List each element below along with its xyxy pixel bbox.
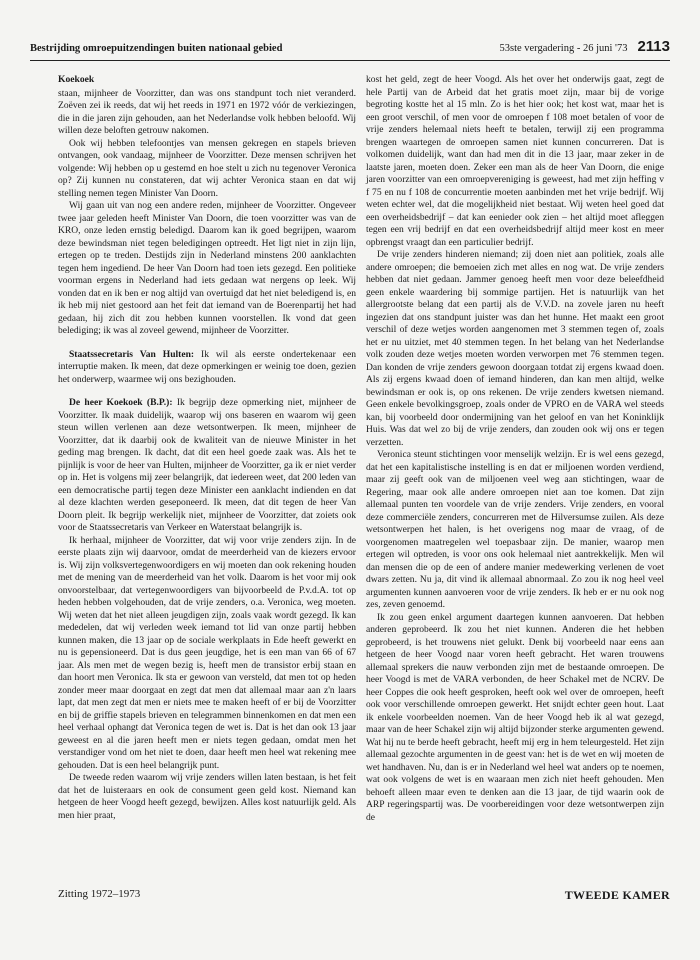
response-paragraph xyxy=(58,397,356,535)
speaker-name: Staatssecretaris Van Hulten: xyxy=(69,348,195,360)
paragraph: Ik zou geen enkel argument daartegen kunnen aanvoeren. Dat hebben anderen geprobeerd. Ik zou het niet kunnen. Anderen die het hebben geprobeerd, is het trouwens niet gelukt. Denk bij voorbeeld naar eens aan hetgeen de heer Voogd naar voren heeft gebracht. Het waren trouwens allemaal sprekers die nauw verbonden zijn met de bestaande omroepen. De heer Voogd is met de VARA verbonden, de heer Schakel met de NCRV. De heer Coppes die ook heeft gesproken, heeft ook wel over de omroepen, heeft ook voor verschillende omroepen gewerkt. Het snijdt echter geen hout. Laat ik enkele voorbeelden noemen. Van de heer Voogd heb ik al wat gezegd, maar van de heer Schakel zijn wij altijd bijzonder sterke argumenten gewend. Wat hij nu te berde heeft gebracht, heeft mij erg in hem teleurgesteld. Het zijn allemaal gezochte argumenten in de geest van: het is de wet en wij moeten de wet handhaven. Nu, dan is er in Nederland wel heel wat anders op te noemen, wat ook volgens de wet is en waaraan men zich niet heeft gehouden. Men behoeft alleen maar even te denken aan die 13 jaar, de tijd waarin ook de ARP regeringspartij was. De voorbereidingen voor deze wetsontwerpen zijn de xyxy=(366,611,664,823)
right-column xyxy=(366,74,664,824)
meeting-info: 53ste vergadering - 26 juni '73 xyxy=(499,43,628,54)
page-header xyxy=(30,38,670,60)
header-rule xyxy=(30,60,670,61)
page-number: 2113 xyxy=(637,38,670,55)
chamber-label: TWEEDE KAMER xyxy=(564,888,670,902)
session-label: Zitting 1972–1973 xyxy=(58,888,141,900)
page-footer xyxy=(30,888,670,908)
paragraph: Ook wij hebben telefoontjes van mensen gekregen en stapels brieven ontvangen, ook vandaag, mijnheer de Voorzitter. Deze mensen schrijven het volgende: Wij hebben op u gestemd en hoe stelt u zich nu tegenover Veronica op? Zij kunnen nu constateren, dat wij achter Veronica staan en dat wij stelling nemen tegen Minister Van Doorn. xyxy=(58,137,356,199)
paragraph: Wij gaan uit van nog een andere reden, mijnheer de Voorzitter. Ongeveer twee jaar geleden heeft Minister Van Doorn, die toen voorzitter was van de KRO, onze leden ernstig beledigd. Daarom kan ik goed begrijpen, waarom deze bewindsman niet tegen beledigingen optreedt. Het ligt niet in zijn lijn, ertegen op te treden. Destijds zijn in Nederland minstens 200 aanklachten tegen hem ingediend. De heer Van Doorn had toen iets gezegd. Een politieke voorman ergens in Nederland had iets gedaan wat nergens op leek. Wij vonden dat en ik ben er nog altijd van overtuigd dat het niet beledigend is, en ik heb mij niet gestoord aan het feit dat iemand van de Boerenpartij het had gedaan, hij zich dit zou hebben kunnen voorstellen. Ik vond dat geen belediging; ik was al zoveel gewend, mijnheer de Voorzitter. xyxy=(58,200,356,336)
paragraph: De vrije zenders hinderen niemand; zij doen niet aan politiek, zoals alle andere omroepen; die bemoeien zich met alles en nog wat. De vrije zenders hebben dat niet gedaan. Jammer genoeg heeft men voor deze beleefdheid geen enkele waardering bij sommige partijen. Het is natuurlijk van het allergrootste belang dat een partij als de V.V.D. na zovele jaren nu heeft ingezien dat ons standpunt juister was dan het hunne. Het maakt een groot verschil of deze wetjes worden aangenomen met 3 stemmen tegen of, zoals het er nu uitziet, met 40 stemmen tegen. In het belang van het Nederlandse volk zouden deze wetjes moeten worden verworpen met 76 stemmen tegen. Dan konden de vrije zenders gewoon doorgaan totdat zij ergens kwaad doen. Als zij ergens kwaad doen of iemand hinderen, dan kan men altijd, welke bewindsman er ook is, op ons rekenen. De vrije zenders kwetsen niemand. Geen enkele bevolkingsgroep, zoals onder de VPRO en de VARA wel steeds kan, bij voorbeeld door ondermijning van het geloof en van het Koninklijk Huis. Was dat wel zo bij de vrije zenders, dan zouden ook wij ons er tegen verzetten. xyxy=(366,249,664,448)
interruption-text: Ik wil als eerste ondertekenaar een interruptie maken. Ik meen, dat deze opmerkingen er weinig toe doen, gezien het onderwerp, waarmee wij ons bezighouden. xyxy=(58,348,357,385)
paragraph: staan, mijnheer de Voorzitter, dan was ons standpunt toch niet veranderd. Zoëven zei ik reeds, dat wij het reeds in 1971 en 1972 vóór de verkiezingen, die in die jaren zijn gehouden, aan het Nederlandse volk hebben beloofd. Wij willen deze beloften getrouw nakomen. xyxy=(58,87,356,136)
speaker-name: De heer Koekoek (B.P.): xyxy=(69,397,173,408)
left-column xyxy=(58,74,356,822)
response-text: Ik begrijp deze opmerking niet, mijnheer de Voorzitter. Ik maak duidelijk, waarop wij ons baseren en waarom wij geen steun willen verlenen aan deze wetsontwerpen. Ik meen, mijnheer de Voorzitter, dat ik daarbij ook de kwaliteit van de nieuwe Minister in het geding mag brengen. Ik dacht, dat dit een heel goede zaak was. Als het te pijnlijk is voor de heer van Hulten, mijnheer de Voorzitter, ga ik er niet verder op in. Het is volgens mij zeer belangrijk, dat iedereen weet, dat 200 leden van een democratische partij tegen deze Minister een aanklacht indienden en dat al deze klachten werden geseponeerd. Ik meen, dat dit tegen de heer Van Doorn pleit. Ik begrijp werkelijk niet, mijnheer de Voorzitter, dat zoiets ook voor de Staatssecretaris van Verkeer en Waterstaat belangrijk is. xyxy=(58,397,357,533)
speaker-heading: Koekoek xyxy=(58,74,95,85)
header-right xyxy=(499,38,670,55)
running-title: Bestrijding omroepuitzendingen buiten nationaal gebied xyxy=(30,43,283,54)
interruption-paragraph xyxy=(58,349,356,387)
paragraph: Veronica steunt stichtingen voor menselijk welzijn. Er is wel eens gezegd, dat het een kapitalistische instelling is en dat er miljoenen worden verdiend, maar zij geeft ook van de miljoenen veel weg aan stichtingen, waar de Regering, maar ook alle andere omroepen niet aan toe komen. Dat zijn allemaal punten ten voordele van de vrije zenders. Vrije zenders, en vooral deze commerciële zenders, concurreren met de Hilversumse zuilen. Als deze wetsontwerpen het halen, is het overigens nog maar de vraag, of de voorgenomen maatregelen wel toepasbaar zijn. De manier, waarop men ertegen wil optreden, is voor ons ook helemaal niet aantrekkelijk. Men wil dan mensen die op de een of andere manier medewerking verlenen de voet dwars zetten. Nu ja, dit vind ik allemaal abnormaal. Zo zou ik nog heel veel argumenten kunnen aanvoeren voor de vrije zenders. Ik heb er er nu ook nog zes, zeven genoemd. xyxy=(366,449,664,610)
paragraph: De tweede reden waarom wij vrije zenders willen laten bestaan, is het feit dat het de luisteraars en ook de consument geen geld kost. Niemand kan hetgeen de heer Voogd heeft gezegd, bewijzen. Alles kost natuurlijk geld. Als men hier praat, xyxy=(58,772,356,821)
paragraph: kost het geld, zegt de heer Voogd. Als het over het onderwijs gaat, zegt de hele Partij van de Arbeid dat het gratis moet zijn, maar bij de vorige begroting kostte het al 15 mln. Zo is het hier ook; het kost wat, maar het is een groot verschil, of men voor de omroepen f 108 moet betalen of voor de vrije zenders helemaal niets heeft te betalen, terwijl zij een programma brengen waartegen de omroepen samen niet kunnen concurreren. Dat is volkomen duidelijk, want dan had men dit in die 13 jaar, maar zeker in de laatste jaren, moeten doen. Zeker een man als de heer Van Doorn, die enige jaren voorzitter van een omroepvereniging is geweest, had met zijn heffing v f 75 en nu f 108 de concurrentie moeten aanbinden met het vrije bedrijf. Wij weten echter wel, dat die mogelijkheid niet bestaat. Wij weten heel goed dat een overheidsbedrijf – dat kan eenieder ook zien – het altijd moet afleggen tegen een vrij bedrijf en dat een overheidsbedrijf altijd meer kost en meer opbrengst vraagt dan een particulier bedrijf. xyxy=(366,74,664,248)
paragraph: Ik herhaal, mijnheer de Voorzitter, dat wij voor vrije zenders zijn. In de eerste plaats zijn wij daarvoor, omdat de meerderheid van de kiezers ervoor is. Wij zijn volksvertegenwoordigers en wij moeten dan ook rekening houden met de mening van de meerderheid van het volk. Daarom is het voor mij ook onvoorstelbaar, dat vertegenwoordigers van bijvoorbeeld de P.v.d.A. tot op heden hebben volgehouden, dat de vrije zenders, o.a. Veronica, weg moeten. Wij weten dat het niet alleen jeugdigen zijn, zoals vaak wordt gezegd. Ik kan mededelen, dat wij verleden week iemand tot lid van onze partij hebben kunnen maken, die 13 jaar op de sociale werkplaats in Ede heeft gewerkt en nu is gepensioneerd. Dat is dus geen jeugdige, het is een man van 66 of 67 jaar. Als men met de wegen bezig is, heeft men de transistor erbij staan en dan hoort men Veronica. Ik sta er gewoon van versteld, dat men tot op heden zonder meer maar doorgaat en zegt dat men dat allemaal maar aan z'n laars lapt, dat men zegt dat men er niets mee te maken heeft of er bij de Voorzitter en bij de griffie stapels brieven en telegrammen binnenkomen en dat men een heel verhaal ophangt dat Veronica tegen de wet is. Dat is het dan ook 13 jaar geweest en al die jaren heeft men er niets tegen gedaan, omdat men het verstandiger vond om het niet te doen, daar heeft men heel wat rekening mee gehouden. Dat is een heel belangrijk punt. xyxy=(58,534,356,771)
